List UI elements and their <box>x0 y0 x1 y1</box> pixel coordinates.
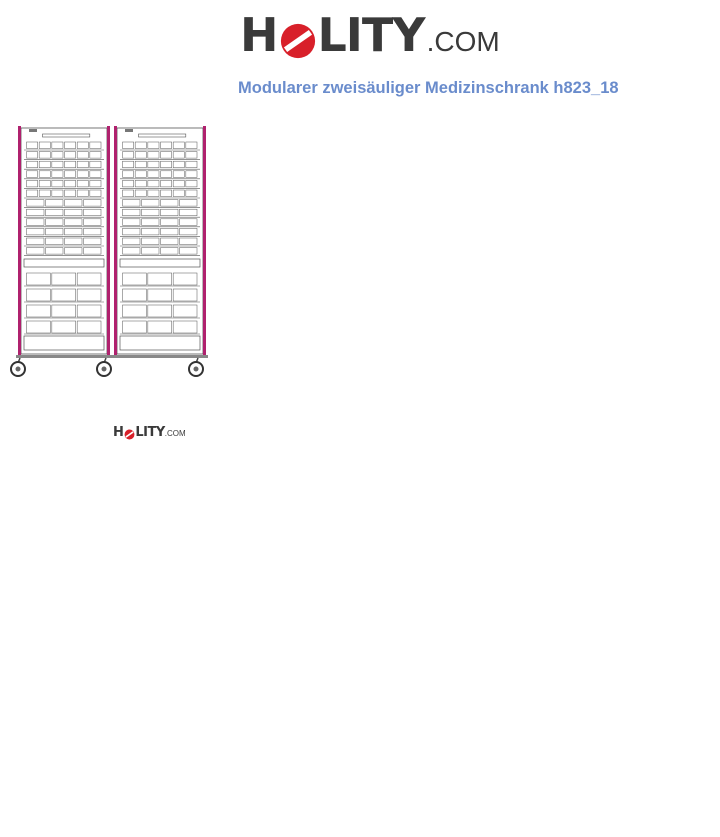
logo-letters-lity: LITY <box>317 8 425 62</box>
footer-holity-logo <box>113 426 186 439</box>
footer-logo-letter-h: H <box>113 425 124 440</box>
footer-logo-letters-lity: LITY <box>135 425 165 440</box>
logo-domain: .COM <box>426 26 500 57</box>
product-title: Modularer zweisäuliger Medizinschrank h823_18 <box>238 79 619 97</box>
logo-letter-h: H <box>240 8 278 62</box>
footer-logo-domain: .COM <box>164 429 186 438</box>
footer-logo-o-icon <box>124 429 135 440</box>
logo-o-icon <box>279 22 317 60</box>
medicine-cabinet-image <box>8 124 212 382</box>
holity-logo[interactable] <box>240 8 500 62</box>
